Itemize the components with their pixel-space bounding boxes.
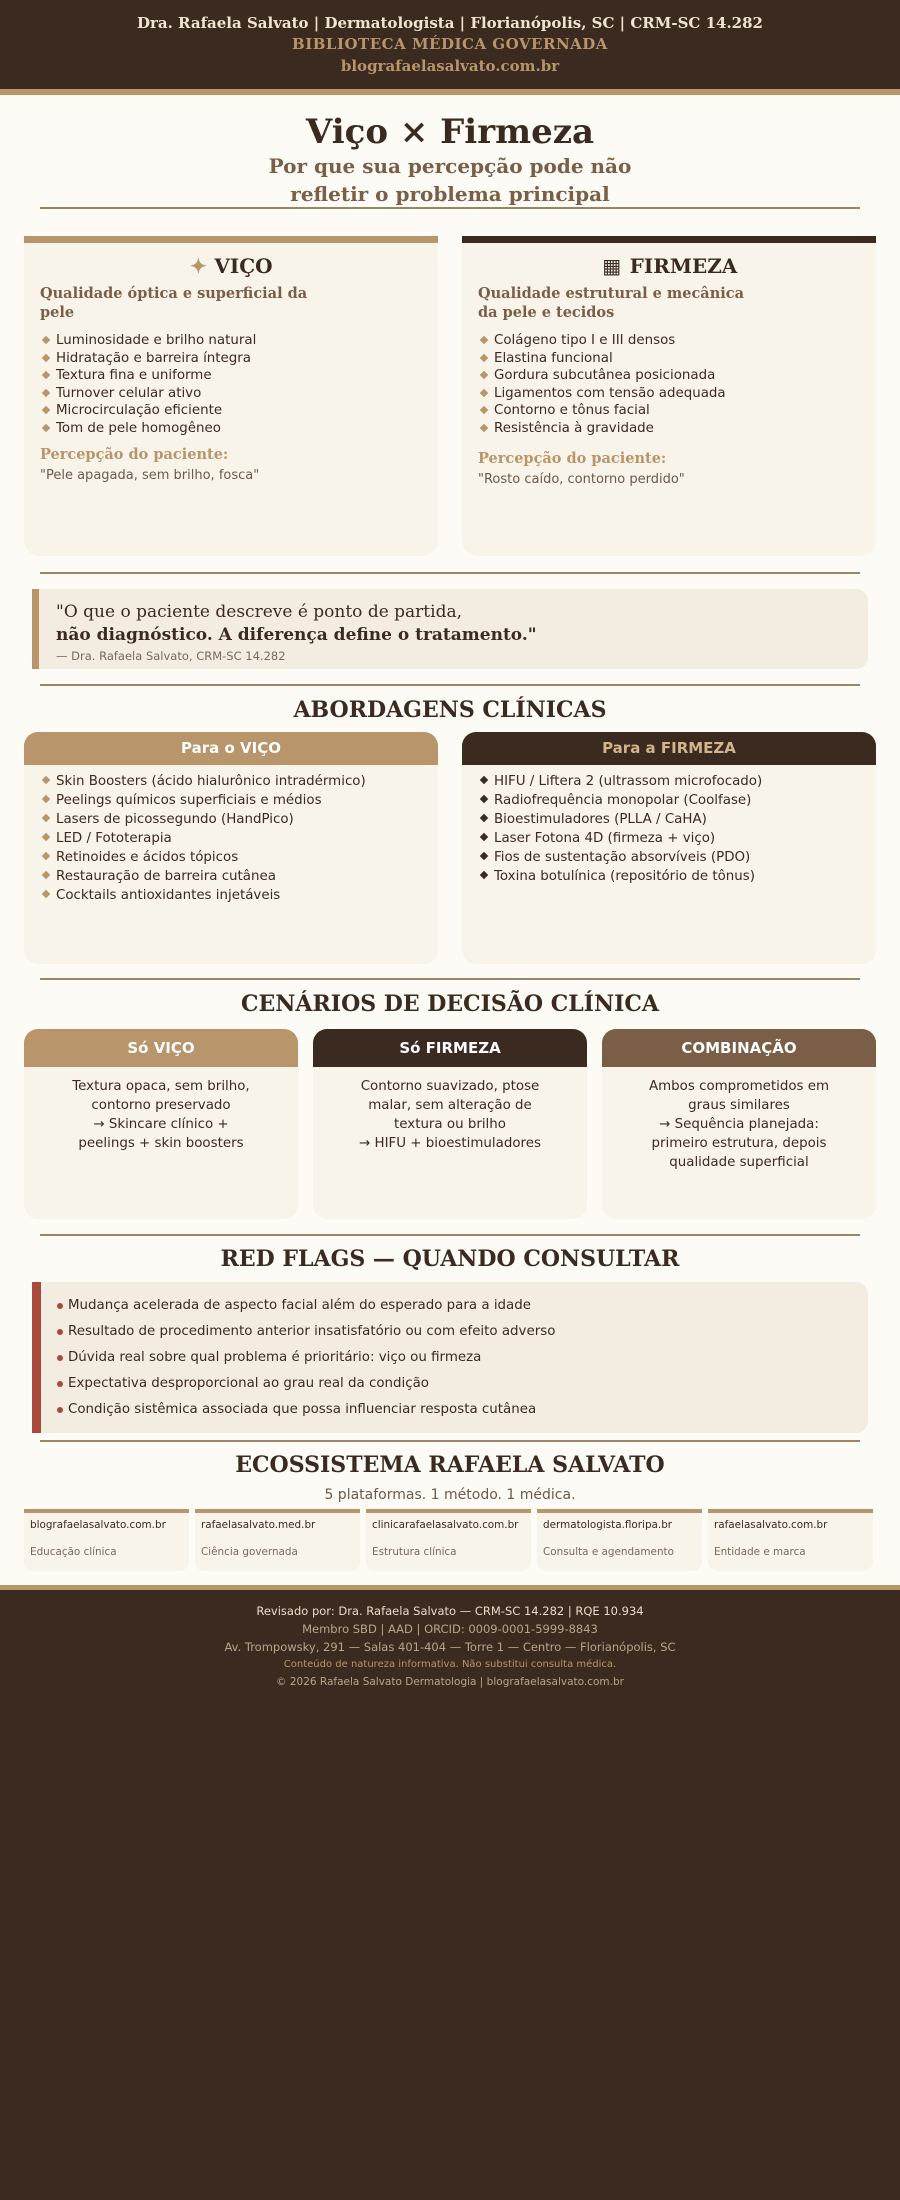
firmeza-card [462,236,876,556]
vico-card [24,236,438,556]
list-item: Turnover celular ativo [40,385,256,403]
list-item: Contorno e tônus facial [478,402,726,420]
list-item: Radiofrequência monopolar (Coolfase) [478,791,762,810]
ecosystem-desc: Consulta e agendamento [543,1546,674,1558]
red-flags-block [32,1282,868,1433]
card-subtitle: Qualidade óptica e superficial da pele [40,285,308,321]
ecosystem-desc: Estrutura clínica [372,1546,457,1558]
header-credentials: Dra. Rafaela Salvato | Dermatologista | Florianópolis, SC | CRM-SC 14.282 [136,14,763,32]
footer [0,1590,900,2200]
list-item: Luminosidade e brilho natural [40,332,256,350]
list-item: Hidratação e barreira íntegra [40,350,256,368]
red-flags-list [54,1293,555,1423]
list-item: Expectativa desproporcional ao grau real da condição [54,1371,555,1397]
structure-icon: ▦ [602,254,622,278]
divider [40,1440,860,1442]
list-item: Textura fina e uniforme [40,367,256,385]
page-title: Viço × Firmeza [305,112,595,152]
card-title-text: VIÇO [214,254,273,278]
quote-line-2: não diagnóstico. A diferença define o tratamento." [56,625,537,645]
list-item: Condição sistêmica associada que possa influenciar resposta cutânea [54,1397,555,1423]
divider [40,207,860,209]
list-item: Resistência à gravidade [478,420,726,438]
scenario-header: Só VIÇO [24,1029,298,1067]
vico-list [40,332,256,437]
list-item: Dúvida real sobre qual problema é prioritário: viço ou firmeza [54,1345,555,1371]
sparkle-icon: ✦ [190,254,207,278]
red-flags-accent [32,1282,41,1433]
ecosystem-link[interactable]: dermatologista.floripa.br [543,1519,673,1531]
list-item: Skin Boosters (ácido hialurônico intradérmico) [40,772,366,791]
perception-label: Percepção do paciente: [478,450,667,467]
footer-copyright: © 2026 Rafaela Salvato Dermatologia | blografaelasalvato.com.br [276,1676,624,1688]
scenario-text: Contorno suavizado, ptose malar, sem alteração de textura ou brilho → HIFU + bioestimuladores [359,1079,541,1151]
list-item: Retinoides e ácidos tópicos [40,848,366,867]
divider [40,1234,860,1236]
ecosystem-card[interactable] [708,1509,873,1571]
card-subtitle: Qualidade estrutural e mecânica da pele e tecidos [478,285,744,321]
list-item: Restauração de barreira cutânea [40,867,366,886]
scenario-card-combinacao [602,1029,876,1219]
red-flags-title: RED FLAGS — QUANDO CONSULTAR [220,1246,680,1272]
ecosystem-card[interactable] [537,1509,702,1571]
list-item: Colágeno tipo I e III densos [478,332,726,350]
card-title [462,254,876,278]
list-item: LED / Fototerapia [40,829,366,848]
list-item: Laser Fotona 4D (firmeza + viço) [478,829,762,848]
ecosystem-card[interactable] [366,1509,531,1571]
list-item: Bioestimuladores (PLLA / CaHA) [478,810,762,829]
quote-line-1: "O que o paciente descreve é ponto de partida, [56,602,462,622]
scenario-header: Só FIRMEZA [313,1029,587,1067]
card-accent [24,236,438,243]
ecosystem-link[interactable]: blografaelasalvato.com.br [30,1519,166,1531]
list-item: Mudança acelerada de aspecto facial além do esperado para a idade [54,1293,555,1319]
ecosystem-title: ECOSSISTEMA RAFAELA SALVATO [235,1452,665,1478]
scenarios-title: CENÁRIOS DE DECISÃO CLÍNICA [241,991,659,1017]
scenario-card-firmeza [313,1029,587,1219]
header [0,0,900,90]
divider [40,572,860,574]
header-library: BIBLIOTECA MÉDICA GOVERNADA [292,35,608,53]
list-item: Gordura subcutânea posicionada [478,367,726,385]
approach-header: Para o VIÇO [24,732,438,765]
firmeza-list [478,332,726,437]
scenario-text: Ambos comprometidos em graus similares → Sequência planejada: primeiro estrutura, depois qualidade superficial [648,1079,830,1170]
list-item: Elastina funcional [478,350,726,368]
ecosystem-card[interactable] [24,1509,189,1571]
ecosystem-link[interactable]: rafaelasalvato.med.br [201,1519,316,1531]
card-accent [462,236,876,243]
ecosystem-card[interactable] [195,1509,360,1571]
card-title-text: FIRMEZA [629,254,738,278]
footer-address: Av. Trompowsky, 291 — Salas 401-404 — Torre 1 — Centro — Florianópolis, SC [224,1640,676,1654]
divider [40,684,860,686]
scenario-header: COMBINAÇÃO [602,1029,876,1067]
page-subtitle [0,152,900,208]
list-item: HIFU / Liftera 2 (ultrassom microfocado) [478,772,762,791]
approach-list [478,772,762,886]
quote-author: — Dra. Rafaela Salvato, CRM-SC 14.282 [56,649,286,663]
list-item: Fios de sustentação absorvíveis (PDO) [478,848,762,867]
ecosystem-desc: Entidade e marca [714,1546,806,1558]
scenario-text: Textura opaca, sem brilho, contorno preservado → Skincare clínico + peelings + skin boosters [72,1079,250,1151]
list-item: Toxina botulínica (repositório de tônus) [478,867,762,886]
footer-disclaimer: Conteúdo de natureza informativa. Não substitui consulta médica. [283,1659,617,1670]
scenario-card-vico [24,1029,298,1219]
perception-label: Percepção do paciente: [40,446,229,463]
approaches-title: ABORDAGENS CLÍNICAS [293,697,607,723]
list-item: Lasers de picossegundo (HandPico) [40,810,366,829]
list-item: Resultado de procedimento anterior insatisfatório ou com efeito adverso [54,1319,555,1345]
divider [40,978,860,980]
footer-memberships: Membro SBD | AAD | ORCID: 0009-0001-5999-8843 [302,1622,598,1636]
subtitle-line-2: refletir o problema principal [290,182,610,206]
approach-vico-card [24,732,438,964]
list-item: Cocktails antioxidantes injetáveis [40,886,366,905]
footer-reviewer: Revisado por: Dra. Rafaela Salvato — CRM-SC 14.282 | RQE 10.934 [256,1604,644,1618]
header-site-link[interactable]: blografaelasalvato.com.br [340,57,560,75]
quote-accent [32,589,39,669]
list-item: Peelings químicos superficiais e médios [40,791,366,810]
quote-block [32,589,868,669]
list-item: Microcirculação eficiente [40,402,256,420]
card-title [24,254,438,278]
ecosystem-link[interactable]: clinicarafaelasalvato.com.br [372,1519,519,1531]
ecosystem-desc: Ciência governada [201,1546,298,1558]
ecosystem-subtitle: 5 plataformas. 1 método. 1 médica. [324,1487,576,1503]
approach-firmeza-card [462,732,876,964]
perception-text: "Pele apagada, sem brilho, fosca" [40,468,260,483]
ecosystem-link[interactable]: rafaelasalvato.com.br [714,1519,828,1531]
subtitle-line-1: Por que sua percepção pode não [268,154,632,178]
perception-text: "Rosto caído, contorno perdido" [478,472,685,487]
ecosystem-desc: Educação clínica [30,1546,117,1558]
approach-list [40,772,366,905]
approach-header: Para a FIRMEZA [462,732,876,765]
list-item: Ligamentos com tensão adequada [478,385,726,403]
list-item: Tom de pele homogêneo [40,420,256,438]
